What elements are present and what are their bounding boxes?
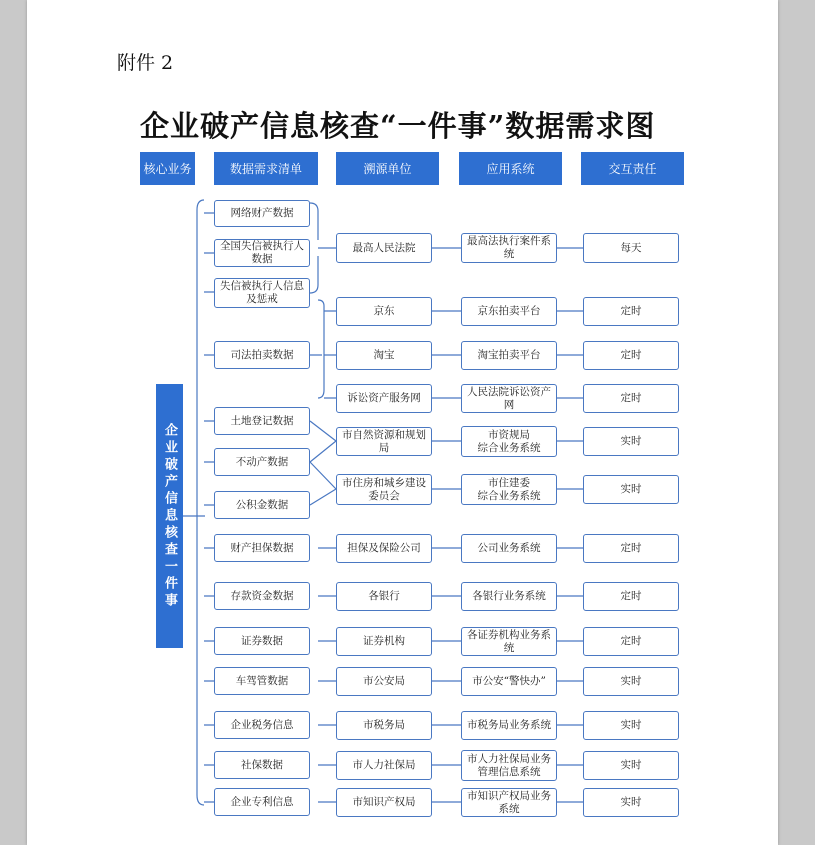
source-unit: 最高人民法院	[336, 233, 432, 263]
data-item: 网络财产数据	[214, 200, 310, 227]
source-unit: 市知识产权局	[336, 788, 432, 817]
source-unit: 证券机构	[336, 627, 432, 656]
responsibility: 定时	[583, 582, 679, 611]
core-business-box: 企业破产信息核查一件事	[156, 384, 183, 648]
header-source-unit: 溯源单位	[336, 152, 439, 185]
data-item: 证券数据	[214, 627, 310, 655]
data-item: 财产担保数据	[214, 534, 310, 562]
responsibility: 实时	[583, 667, 679, 696]
responsibility: 实时	[583, 475, 679, 504]
attachment-label: 附件 2	[117, 52, 174, 74]
source-unit: 京东	[336, 297, 432, 326]
app-system: 市人力社保局业务管理信息系统	[461, 750, 557, 781]
data-item: 司法拍卖数据	[214, 341, 310, 369]
app-system: 市税务局业务系统	[461, 711, 557, 740]
source-unit: 市人力社保局	[336, 751, 432, 780]
responsibility: 定时	[583, 341, 679, 370]
responsibility: 实时	[583, 711, 679, 740]
source-unit: 诉讼资产服务网	[336, 384, 432, 413]
source-unit: 市公安局	[336, 667, 432, 696]
responsibility: 实时	[583, 788, 679, 817]
data-item: 不动产数据	[214, 448, 310, 476]
source-unit: 市住房和城乡建设委员会	[336, 474, 432, 505]
app-system: 最高法执行案件系统	[461, 233, 557, 263]
app-system: 淘宝拍卖平台	[461, 341, 557, 370]
data-item: 土地登记数据	[214, 407, 310, 435]
responsibility: 实时	[583, 427, 679, 456]
data-item: 车驾管数据	[214, 667, 310, 695]
data-item: 失信被执行人信息及惩戒	[214, 278, 310, 308]
header-app-system: 应用系统	[459, 152, 562, 185]
page-title: 企业破产信息核查“一件事”数据需求图	[140, 109, 656, 143]
source-unit: 担保及保险公司	[336, 534, 432, 563]
header-data-list: 数据需求清单	[214, 152, 318, 185]
app-system: 市住建委 综合业务系统	[461, 474, 557, 505]
source-unit: 淘宝	[336, 341, 432, 370]
responsibility: 定时	[583, 627, 679, 656]
data-item: 全国失信被执行人数据	[214, 239, 310, 267]
source-unit: 市税务局	[336, 711, 432, 740]
responsibility: 定时	[583, 534, 679, 563]
app-system: 各证券机构业务系统	[461, 627, 557, 656]
responsibility: 定时	[583, 297, 679, 326]
app-system: 人民法院诉讼资产网	[461, 384, 557, 413]
app-system: 市资规局 综合业务系统	[461, 426, 557, 457]
responsibility: 每天	[583, 233, 679, 263]
data-item: 公积金数据	[214, 491, 310, 519]
app-system: 公司业务系统	[461, 534, 557, 563]
responsibility: 实时	[583, 751, 679, 780]
data-item: 社保数据	[214, 751, 310, 779]
header-responsibility: 交互责任	[581, 152, 684, 185]
data-item: 存款资金数据	[214, 582, 310, 610]
data-item: 企业专利信息	[214, 788, 310, 816]
app-system: 市知识产权局业务系统	[461, 788, 557, 817]
app-system: 各银行业务系统	[461, 582, 557, 611]
app-system: 市公安“警快办”	[461, 667, 557, 696]
app-system: 京东拍卖平台	[461, 297, 557, 326]
header-core-business: 核心业务	[140, 152, 195, 185]
source-unit: 市自然资源和规划局	[336, 427, 432, 456]
responsibility: 定时	[583, 384, 679, 413]
source-unit: 各银行	[336, 582, 432, 611]
data-item: 企业税务信息	[214, 711, 310, 739]
